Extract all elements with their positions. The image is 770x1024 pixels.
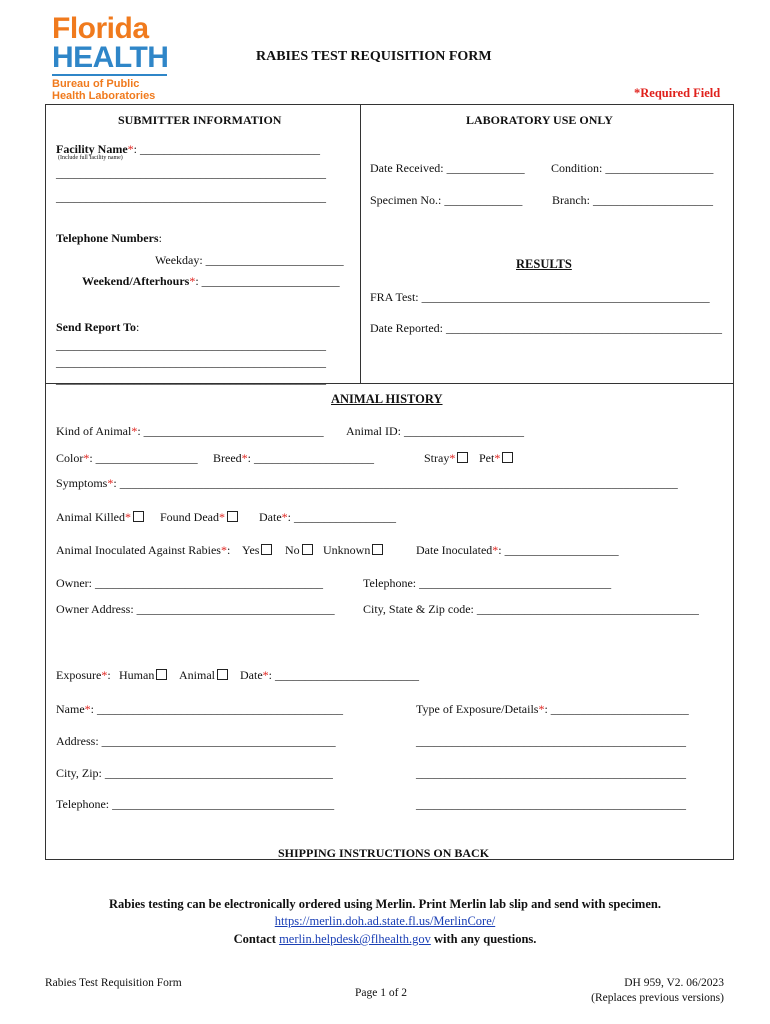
breed-field[interactable]: [213, 451, 374, 466]
contact-suffix: with any questions.: [430, 932, 537, 946]
shipping-instructions-note: SHIPPING INSTRUCTIONS ON BACK: [278, 846, 490, 860]
weekend-label: Weekend/Afterhours: [82, 274, 190, 288]
pet-checkbox[interactable]: [502, 452, 513, 463]
send-report-line-2[interactable]: _____________________________________________: [56, 355, 326, 369]
found-dead-label: Found Dead: [160, 510, 219, 524]
unknown-checkbox[interactable]: [372, 544, 383, 555]
date-received-field[interactable]: Date Received: _____________: [370, 161, 525, 175]
required-star: *: [492, 543, 499, 557]
found-dead-checkbox[interactable]: [227, 511, 238, 522]
required-star: *: [125, 510, 131, 524]
fra-test-field[interactable]: FRA Test: ________________________________________________: [370, 290, 710, 304]
exposure-human-option[interactable]: [119, 668, 167, 683]
inoculated-yes-option[interactable]: [242, 543, 272, 558]
owner-address-field[interactable]: Owner Address: _________________________________: [56, 602, 335, 616]
submitter-header: SUBMITTER INFORMATION: [118, 113, 282, 127]
exposure-date-field[interactable]: [240, 668, 419, 683]
telephone-numbers-heading: [56, 231, 162, 246]
human-label: Human: [119, 668, 155, 682]
yes-label: Yes: [242, 543, 260, 557]
facility-name-hint: (Include full facility name): [58, 155, 123, 161]
required-star: *: [220, 543, 227, 557]
merlin-contact-line: [0, 932, 770, 947]
required-star: *: [107, 476, 114, 490]
date-label: Date: [259, 510, 282, 524]
inoculated-question: [56, 543, 230, 558]
animal-label: Animal: [179, 668, 215, 682]
footer-form-version: DH 959, V2. 06/2023: [624, 977, 724, 989]
inoculated-colon: :: [226, 543, 231, 557]
logo-subtitle-1: Bureau of Public: [52, 78, 140, 90]
unknown-label: Unknown: [323, 543, 371, 557]
exposure-colon: :: [107, 668, 111, 682]
date-inoculated-line: : ___________________: [498, 543, 619, 557]
date-inoculated-field[interactable]: [416, 543, 619, 558]
top-section-divider: [360, 104, 361, 384]
send-report-line-3[interactable]: _____________________________________________: [56, 372, 326, 386]
required-field-note: *Required Field: [634, 86, 721, 100]
facility-name-line: : ______________________________: [133, 142, 320, 156]
required-star: *: [219, 510, 225, 524]
exposure-label-group: [56, 668, 111, 683]
human-checkbox[interactable]: [156, 669, 167, 680]
kind-of-animal-field[interactable]: [56, 424, 324, 439]
required-star: *: [83, 451, 90, 465]
no-label: No: [285, 543, 300, 557]
logo-word-health: HEALTH: [52, 41, 169, 74]
pet-label: Pet: [479, 451, 495, 465]
date-reported-field[interactable]: Date Reported: ______________________________________________: [370, 321, 722, 335]
inoculated-label: Animal Inoculated Against Rabies: [56, 543, 221, 557]
required-star: *: [131, 424, 138, 438]
telephone-numbers-label: Telephone Numbers: [56, 231, 159, 245]
found-dead-option[interactable]: [160, 510, 238, 525]
logo-subtitle-2: Health Laboratories: [52, 90, 156, 102]
footer-page-number: Page 1 of 2: [355, 987, 408, 999]
name-label: Name: [56, 702, 85, 716]
exposure-name-field[interactable]: [56, 702, 343, 717]
helpdesk-email-link[interactable]: merlin.helpdesk@flhealth.gov: [279, 932, 431, 946]
inoculated-no-option[interactable]: [285, 543, 313, 558]
required-star: *: [449, 451, 456, 465]
telephone-colon: :: [158, 231, 162, 245]
results-header: RESULTS: [516, 257, 572, 271]
condition-field[interactable]: Condition: __________________: [551, 161, 714, 175]
inoculated-unknown-option[interactable]: [323, 543, 383, 558]
exposure-telephone-field[interactable]: Telephone: _____________________________________: [56, 797, 335, 811]
required-star: *: [241, 451, 248, 465]
owner-telephone-field[interactable]: Telephone: ________________________________: [363, 576, 612, 590]
lab-header: LABORATORY USE ONLY: [466, 113, 613, 127]
contact-prefix: Contact: [233, 932, 280, 946]
required-star: *: [538, 702, 545, 716]
branch-field[interactable]: Branch: ____________________: [552, 193, 713, 207]
weekend-line: : _______________________: [195, 274, 340, 288]
exposure-label: Exposure: [56, 668, 102, 682]
animal-history-header: ANIMAL HISTORY: [331, 392, 443, 406]
date-line: : _________________: [287, 510, 396, 524]
animal-killed-label: Animal Killed: [56, 510, 125, 524]
stray-label: Stray: [424, 451, 450, 465]
required-star: *: [281, 510, 288, 524]
color-field[interactable]: [56, 451, 198, 466]
weekend-phone-field[interactable]: [82, 274, 340, 289]
required-star: *: [84, 702, 91, 716]
symptoms-label: Symptoms: [56, 476, 108, 490]
kind-of-animal-line: : ______________________________: [137, 424, 324, 438]
animal-killed-option[interactable]: [56, 510, 144, 525]
required-star: *: [127, 142, 134, 156]
exposure-type-field[interactable]: [416, 702, 689, 717]
city-state-zip-field[interactable]: City, State & Zip code: _____________________________________: [363, 602, 699, 616]
date-field[interactable]: [259, 510, 396, 525]
send-report-label: Send Report To: [56, 320, 137, 334]
facility-line-2[interactable]: _____________________________________________: [56, 190, 326, 204]
breed-label: Breed: [213, 451, 242, 465]
exposure-details-line-2[interactable]: _____________________________________________: [416, 766, 686, 780]
date-inoculated-label: Date Inoculated: [416, 543, 493, 557]
facility-name-label: Facility Name: [56, 142, 128, 156]
animal-killed-checkbox[interactable]: [133, 511, 144, 522]
exposure-type-label: Type of Exposure/Details: [416, 702, 539, 716]
required-star: *: [101, 668, 108, 682]
exposure-date-label: Date: [240, 668, 263, 682]
exposure-animal-option[interactable]: [179, 668, 228, 683]
stray-option[interactable]: [424, 451, 468, 466]
color-label: Color: [56, 451, 84, 465]
logo-word-florida: Florida: [52, 12, 149, 45]
symptoms-line: : _____________________________________________________________________________________________: [113, 476, 678, 490]
yes-checkbox[interactable]: [261, 544, 272, 555]
exposure-details-line-1[interactable]: _____________________________________________: [416, 734, 686, 748]
pet-option[interactable]: [479, 451, 513, 466]
exposure-city-zip-field[interactable]: City, Zip: ______________________________________: [56, 766, 333, 780]
specimen-no-field[interactable]: Specimen No.: _____________: [370, 193, 523, 207]
animal-id-field[interactable]: Animal ID: ____________________: [346, 424, 524, 438]
logo-divider: [52, 74, 167, 76]
exposure-date-line: : ________________________: [268, 668, 419, 682]
kind-of-animal-label: Kind of Animal: [56, 424, 132, 438]
form-title: RABIES TEST REQUISITION FORM: [256, 49, 492, 64]
merlin-url-link[interactable]: https://merlin.doh.ad.state.fl.us/MerlinCore/: [274, 914, 496, 928]
stray-checkbox[interactable]: [457, 452, 468, 463]
exposure-details-line-3[interactable]: _____________________________________________: [416, 797, 686, 811]
required-star: *: [189, 274, 196, 288]
no-checkbox[interactable]: [302, 544, 313, 555]
required-star: *: [262, 668, 269, 682]
breed-line: : ____________________: [247, 451, 374, 465]
send-report-heading: [56, 320, 139, 335]
footer-replaces-note: (Replaces previous versions): [591, 992, 724, 1004]
facility-line-1[interactable]: _____________________________________________: [56, 166, 326, 180]
exposure-address-field[interactable]: Address: _______________________________________: [56, 734, 336, 748]
weekday-phone-field[interactable]: Weekday: _______________________: [155, 253, 344, 267]
required-star: *: [494, 451, 501, 465]
send-report-colon: :: [136, 320, 140, 334]
animal-checkbox[interactable]: [217, 669, 228, 680]
send-report-line-1[interactable]: _____________________________________________: [56, 338, 326, 352]
name-line: : _________________________________________: [90, 702, 343, 716]
footer-form-name: Rabies Test Requisition Form: [45, 977, 182, 989]
owner-field[interactable]: Owner: ______________________________________: [56, 576, 323, 590]
merlin-instructions: Rabies testing can be electronically ordered using Merlin. Print Merlin lab slip and send with specimen.: [109, 897, 661, 911]
symptoms-field[interactable]: [56, 476, 678, 491]
exposure-type-line: : _______________________: [544, 702, 689, 716]
color-line: : _________________: [89, 451, 198, 465]
